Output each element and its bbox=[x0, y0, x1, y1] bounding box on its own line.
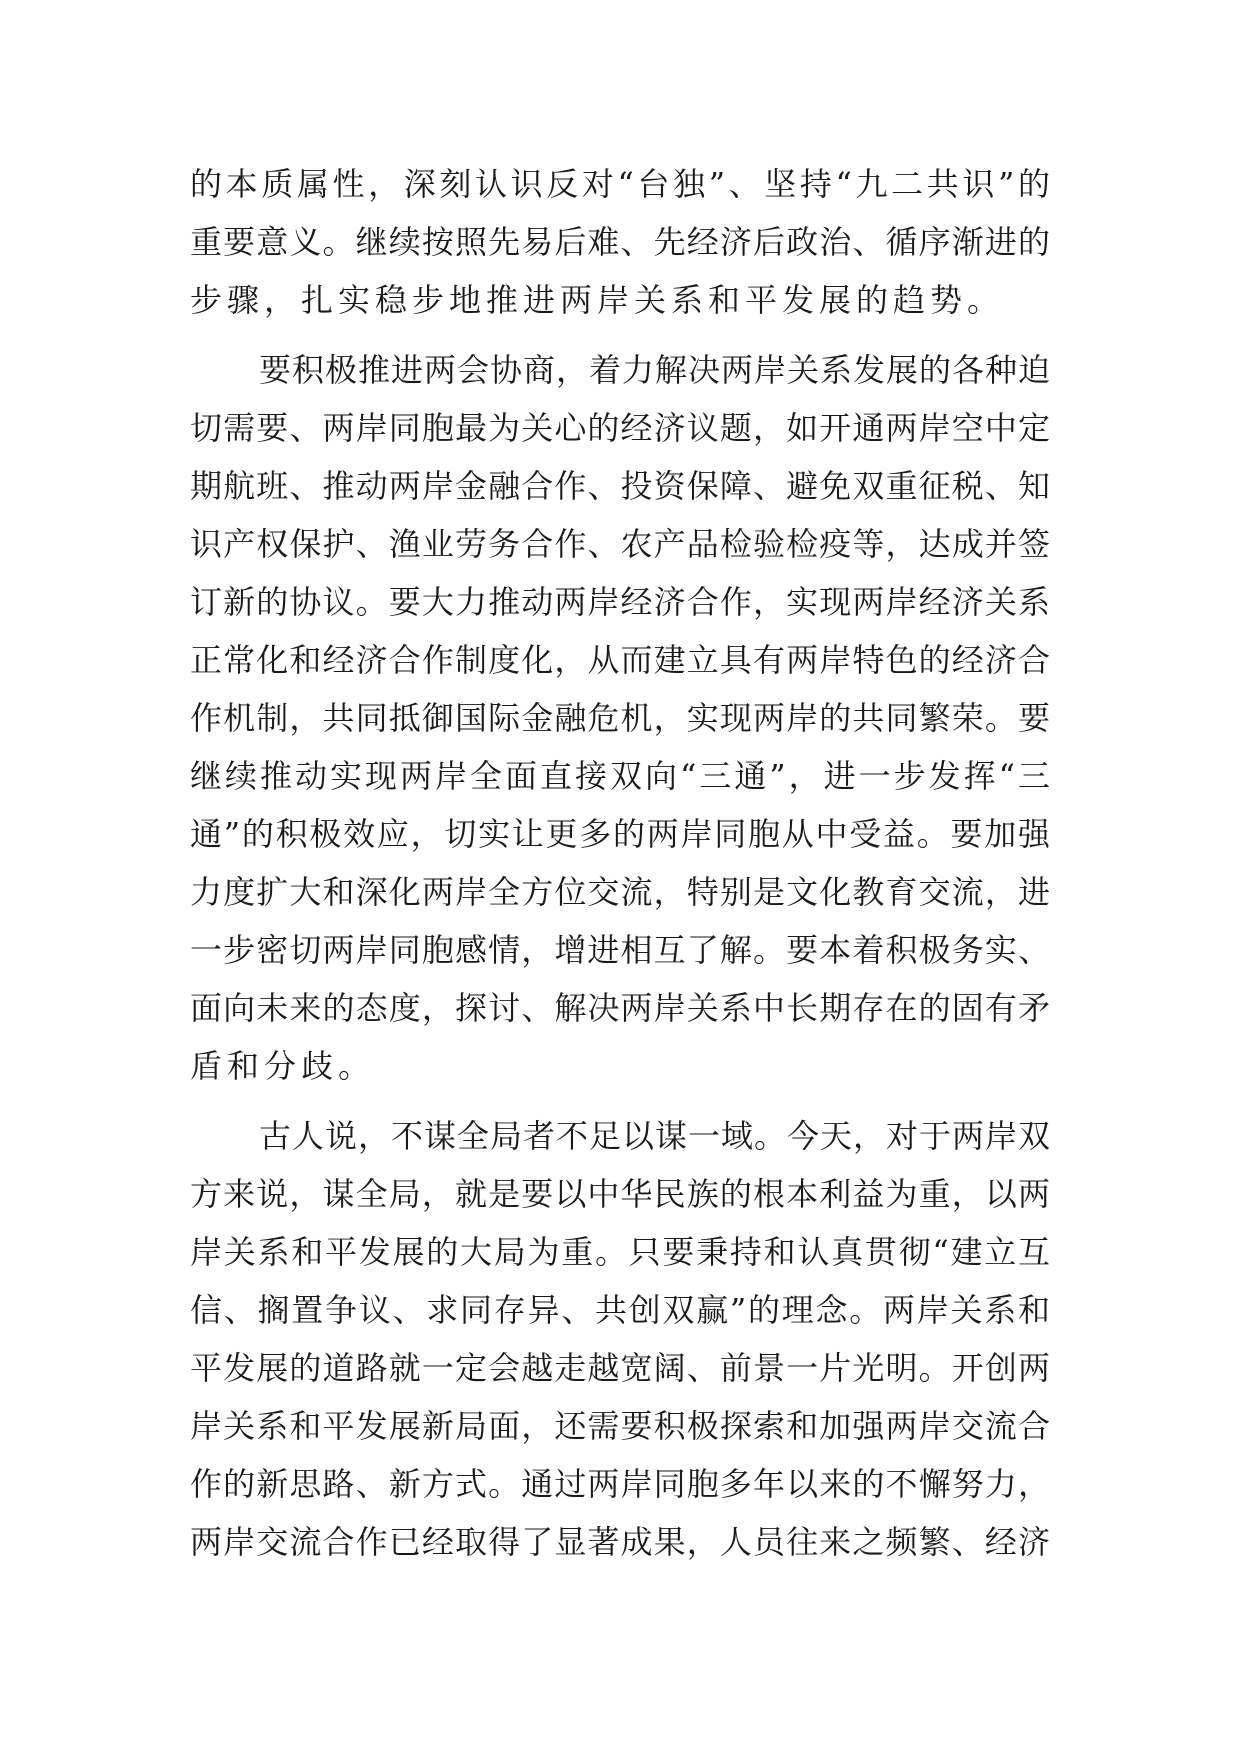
text-line: 岸关系和平发展的大局为重。只要秉持和认真贯彻“建立互 bbox=[190, 1233, 1050, 1271]
text-line: 通”的积极效应，切实让更多的两岸同胞从中受益。要加强 bbox=[190, 815, 1050, 853]
text-line: 一步密切两岸同胞感情，增进相互了解。要本着积极务实、 bbox=[190, 931, 1050, 969]
text-line: 要积极推进两会协商，着力解决两岸关系发展的各种迫 bbox=[259, 351, 1050, 389]
text-line: 重要意义。继续按照先易后难、先经济后政治、循序渐进的 bbox=[190, 223, 1050, 261]
text-line: 期航班、推动两岸金融合作、投资保障、避免双重征税、知 bbox=[190, 467, 1050, 505]
text-line: 两岸交流合作已经取得了显著成果，人员往来之频繁、经济 bbox=[190, 1523, 1050, 1561]
text-line: 作机制，共同抵御国际金融危机，实现两岸的共同繁荣。要 bbox=[190, 699, 1050, 737]
text-line: 切需要、两岸同胞最为关心的经济议题，如开通两岸空中定 bbox=[190, 409, 1050, 447]
text-line: 古人说，不谋全局者不足以谋一域。今天，对于两岸双 bbox=[259, 1117, 1050, 1155]
text-line: 正常化和经济合作制度化，从而建立具有两岸特色的经济合 bbox=[190, 641, 1050, 679]
text-line: 岸关系和平发展新局面，还需要积极探索和加强两岸交流合 bbox=[190, 1407, 1050, 1445]
text-line: 力度扩大和深化两岸全方位交流，特别是文化教育交流，进 bbox=[190, 873, 1050, 911]
text-line: 订新的协议。要大力推动两岸经济合作，实现两岸经济关系 bbox=[190, 583, 1050, 621]
text-line: 的本质属性，深刻认识反对“台独”、坚持“九二共识”的 bbox=[190, 165, 1050, 203]
text-line: 方来说，谋全局，就是要以中华民族的根本利益为重，以两 bbox=[190, 1175, 1050, 1213]
text-line: 继续推动实现两岸全面直接双向“三通”，进一步发挥“三 bbox=[190, 757, 1050, 795]
body-text bbox=[190, 155, 1050, 1571]
text-line: 面向未来的态度，探讨、解决两岸关系中长期存在的固有矛 bbox=[190, 989, 1050, 1027]
text-line: 信、搁置争议、求同存异、共创双赢”的理念。两岸关系和 bbox=[190, 1291, 1050, 1329]
text-line: 盾和分歧。 bbox=[190, 1047, 376, 1085]
text-line: 平发展的道路就一定会越走越宽阔、前景一片光明。开创两 bbox=[190, 1349, 1050, 1387]
text-line: 作的新思路、新方式。通过两岸同胞多年以来的不懈努力， bbox=[190, 1465, 1050, 1503]
text-line: 识产权保护、渔业劳务合作、农产品检验检疫等，达成并签 bbox=[190, 525, 1050, 563]
text-line: 步骤，扎实稳步地推进两岸关系和平发展的趋势。 bbox=[190, 281, 1005, 319]
